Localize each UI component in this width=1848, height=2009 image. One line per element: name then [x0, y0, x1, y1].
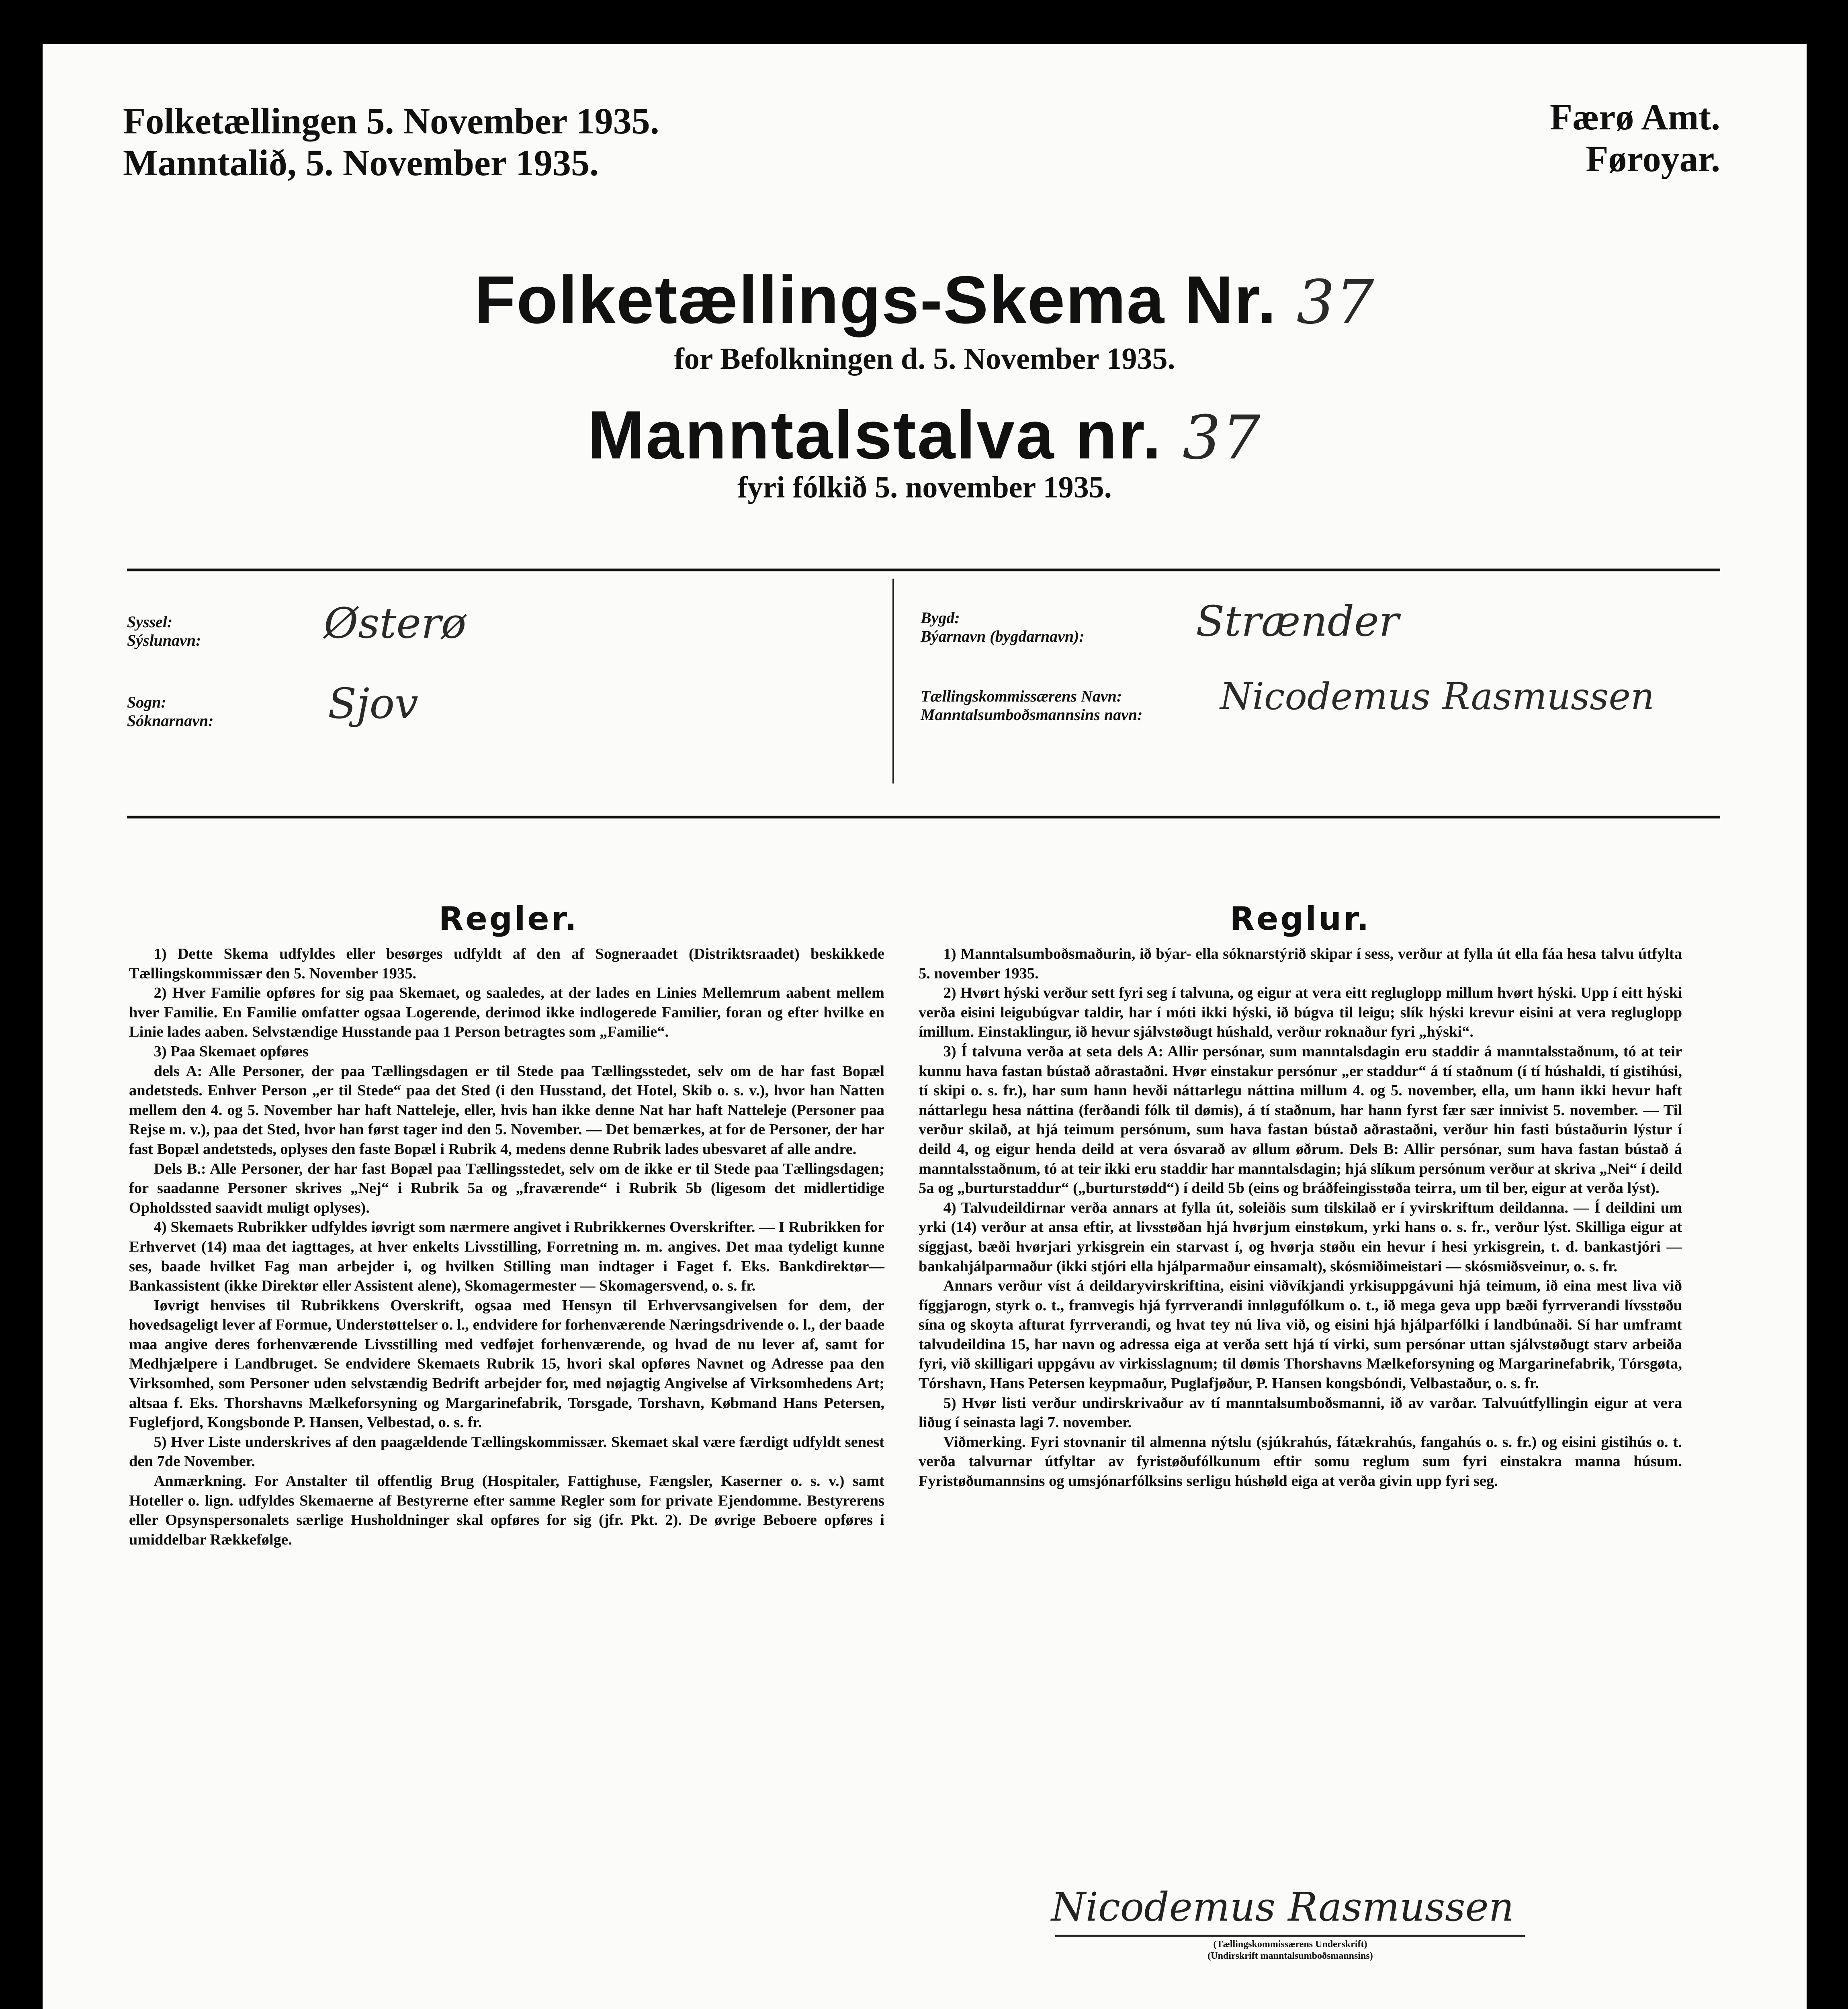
rule-paragraph: Dels B.: Alle Personer, der har fast Bopæl paa Tællingsstedet, selv om de ikke er til Stede paa Tællingsdagen; for saadanne Personer skrives „Nej“ i Rubrik 5a og „fraværende“ i Rubrik 5b (ligesom det midlertidige Opholdssted saavidt muligt oplyses). — [129, 1160, 884, 1216]
fields-bottom-divider — [127, 816, 1720, 818]
header-county-faroese: Føroyar. — [1586, 138, 1720, 179]
rule-paragraph: 2) Hver Familie opføres for sig paa Skemaet, og saaledes, at der lades en Linies Mellemrum aabent mellem hver Familie. En Familie omfatter ogsaa Logerende, derimod ikke indlogerede Familier, foran og efter hvilke en Linie lades aaben. Selvstændige Husstande paa 1 Person betragtes som „Familie“. — [129, 984, 884, 1041]
value-bygd: Strænder — [1196, 597, 1399, 646]
form-number-handwritten-2: 37 — [1182, 403, 1262, 473]
census-header-right — [1550, 96, 1720, 180]
header-county-danish: Færø Amt. — [1549, 96, 1720, 137]
form-number-handwritten: 37 — [1296, 268, 1375, 338]
signature-line — [1055, 1935, 1525, 1937]
value-sogn: Sjov — [328, 679, 418, 728]
label-bygd: Bygd: Býarnavn (bygdarnavn): — [921, 609, 1085, 645]
rule-paragraph: 1) Dette Skema udfyldes eller besørges udfyldt af den af Sogneraadet (Distriktsraadet) beskikkede Tællingskommissær den 5. November 1935. — [129, 945, 884, 982]
form-title-danish-text: Folketællings-Skema Nr. — [474, 262, 1277, 338]
form-subtitle-faroese: fyri fólkið 5. november 1935. — [737, 471, 1112, 504]
rules-heading-faroese: Reglur. — [1230, 900, 1371, 937]
signature-caption: (Tællingskommissærens Underskrift) (Undirskrift manntalsumboðsmannsins) — [1207, 1939, 1373, 1961]
header-danish-line: Folketællingen 5. November 1935. — [123, 100, 659, 141]
rule-paragraph: dels A: Alle Personer, der paa Tællingsdagen er til Stede paa Tællingsstedet, selv om de har fast Bopæl andetsteds. Enhver Person „er til Stede“ paa det Sted (i den Husstand, det Hotel, Skib o. s. v.), hvor han Natten mellem den 4. og 5. November har haft Natteleje, eller, hvis han ikke denne Nat har haft Natteleje (Personer paa Rejse m. v.), paa det Sted, hvor han først tager ind den 5. November. — Det bemærkes, at for de Personer, der har fast Bopæl andetsteds, oplyses den faste Bopæl i Rubrik 4, medens denne Rubrik lades ubesvaret af alle andre. — [129, 1062, 884, 1158]
rules-heading-danish: Regler. — [438, 900, 579, 937]
commissioner-signature: Nicodemus Rasmussen — [1051, 1884, 1514, 1930]
rules-danish-column — [129, 944, 884, 1549]
form-title-faroese-text: Manntalstalva nr. — [587, 397, 1162, 473]
top-divider — [127, 569, 1720, 571]
rule-paragraph: Viðmerking. Fyri stovnanir til almenna nýtslu (sjúkrahús, fátækrahús, fangahús o. s. fr.) og eisini gistihús o. t. verða talvurnar útfyltar av fyristøðufólkunum eftir somu reglum sum fyri einstakra manna húsum. Fyristøðumannsins og umsjónarfólksins serligu húshøld eiga at verða givin upp fyri seg. — [919, 1433, 1682, 1490]
form-subtitle-danish: for Befolkningen d. 5. November 1935. — [674, 342, 1175, 376]
rule-paragraph: Anmærkning. For Anstalter til offentlig Brug (Hospitaler, Fattighuse, Fængsler, Kaserner o. s. v.) samt Hoteller o. lign. udfyldes Skemaerne af Bestyrerne efter samme Regler som for private Ejendomme. Bestyrerens eller Opsynspersonalets særlige Husholdninger skal opføres for sig (jfr. Pkt. 2). De øvrige Beboere opføres i umiddelbar Rækkefølge. — [129, 1473, 884, 1548]
rule-paragraph: 4) Skemaets Rubrikker udfyldes iøvrigt som nærmere angivet i Rubrikkernes Overskrifter. — I Rubrikken for Erhvervet (14) maa det iagttages, at hver enkelts Livsstilling, Forretning m. m. angives. Det maa tydeligt kunne ses, baade hvilket Fag man arbejder i, og hvilken Stilling man indtager i Faget f. Eks. Bankdirektør—Bankassistent (ikke Direktør eller Assistent alene), Skomagermester — Skomagersvend, o. s. fr. — [129, 1219, 884, 1295]
rule-paragraph: 5) Hvør listi verður undirskrivaður av tí manntalsumboðsmanni, ið av varðar. Talvuútfyllingin eigur at vera liðug í seinasta lagi 7. november. — [919, 1394, 1682, 1431]
rule-paragraph: Annars verður víst á deildaryvirskriftina, eisini viðvíkjandi yrkisuppgávuni hjá teimum, ið eina mest liva við fíggjarogn, styrk o. t., framvegis hjá fyrrverandi innløgufólkum o. t., ið mega geva upp bæði fyrrverandi lívsstøðu sína og skoyta afturat fyrrverandi, og hvat tey nú liva við, og eisini hjá hjálparfólki í landbúnaði. Sí har umframt talvudeildina 15, har navn og adressa eiga at verða sett hjá tí virki, sum persónar uttan sjálvstøðugt starv arbeiða fyri, við skilligari uppgávu av virkisslagnum; til dømis Thorshavns Mælkeforsyning og Margarinefabrik, Tórsgøta, Tórshavn, Hans Petersen keypmaður, Puglafjøður, P. Hansen kongsbóndi, Velbastaður, o. s. fr. — [919, 1277, 1682, 1392]
rule-paragraph: 5) Hver Liste underskrives af den paagældende Tællingskommissær. Skemaet skal være færdigt udfyldt senest den 7de November. — [129, 1433, 884, 1470]
label-syssel: Syssel: Sýslunavn: — [127, 613, 201, 649]
rule-paragraph: 2) Hvørt hýski verður sett fyri seg í talvuna, og eigur at vera eitt regluglopp millum hvørt hýski. Upp í eitt hýski verða eisini leigubúgvar taldir, har í móti ikki hýski, ið búgva til leigu; slík hýski krevur eisini at vera regluglopp ímillum. Einstaklingur, ið hevur sjálvstøðugt húshald, verður roknaður fyri „hýski“. — [919, 984, 1682, 1041]
field-column-divider — [892, 579, 894, 784]
value-syssel: Østerø — [324, 599, 467, 648]
value-commissioner: Nicodemus Rasmussen — [1220, 675, 1655, 718]
form-title-danish — [43, 261, 1807, 339]
rule-paragraph: 4) Talvudeildirnar verða annars at fylla út, soleiðis sum tilskilað er í yvirskriftum deildanna. — Í deildini um yrki (14) verður at ansa eftir, at livsstøðan hjá hvørjum einstøkum, yrki hans o. s. fr., verður lýst. Skilliga eigur at síggjast, bæði hvørjari yrkisgrein ein starvast í, og hvørja støðu ein hevur í hesi yrkisgrein, t. d. bankastjóri — bankahjálparmaður (ikki stjóri ella hjálparmaður einsamalt), skósmiðimeistari — skósmiðsveinur, o. s. fr. — [919, 1199, 1682, 1275]
census-form-page — [43, 44, 1807, 2009]
label-sogn: Sogn: Sóknarnavn: — [127, 693, 214, 730]
header-faroese-line: Manntalið, 5. November 1935. — [123, 142, 599, 183]
rule-paragraph: 3) Í talvuna verða at seta dels A: Allir persónar, sum manntalsdagin eru staddir á manntalsstaðnum, tó at teir kunnu hava fastan bústað aðrastaðni. Hvør einstakur persónur „er staddur“ á tí staðnum (í tí húshaldi, tí gistihúsi, tí skipi o. s. fr.), har sum hann hevði náttarlegu náttina millum 4. og 5. november, ella, um hann ikki hevur haft náttarlegu hesa náttina (ferðandi fólk til dømis), á tí staðnum, har hann fyrst fær sær innivist 5. november. — Til verður skilað, at hjá teimum persónum, sum hava fastan bústað aðrastaðni, verður hin fasti bústaðurin lýstur í deild 4, og eigur henda deild at vera ósvarað av øllum øðrum. Dels B: Allir persónar, sum hava fastan bústað á manntalsstaðnum, tó at teir ikki eru staddir har manntalsdagin; hjá slíkum persónum verður at skriva „Nei“ í deild 5a og „burturstaddur“ („burturstødd“) í deild 5b (eins og bráðfeingisstøða teirra, um til ber, eigur at verða lýst). — [919, 1043, 1682, 1197]
census-header-left — [123, 100, 659, 184]
rule-paragraph: 1) Manntalsumboðsmaðurin, ið býar- ella sóknarstýrið skipar í sess, verður at fylla út ella fáa hesa talvu útfylta 5. november 1935. — [919, 945, 1682, 982]
rule-paragraph: Iøvrigt henvises til Rubrikkens Overskrift, ogsaa med Hensyn til Erhvervsangivelsen for dem, der hovedsageligt lever af Formue, Understøttelser o. l., endvidere for forhenværende Næringsdrivende o. l., der baade maa angive deres forhenværende Livsstilling med vedføjet forhenværende, og hvad de nu lever af, samt for Medhjælpere i Landbruget. Se endvidere Skemaets Rubrik 15, hvori skal opføres Navnet og Adresse paa den Virksomhed, som Personer uden selvstændig Bedrift arbejder for, med nøjagtig Angivelse af Virksomhedens Art; altsaa f. Eks. Thorshavns Mælkeforsyning og Margarinefabrik, Torsgade, Torshavn, Købmand Hans Petersen, Fuglefjord, Kongsbonde P. Hansen, Velbestad, o. s. fr. — [129, 1297, 884, 1431]
label-commissioner: Tællingskommissærens Navn: Manntalsumboðsmannsins navn: — [921, 687, 1143, 724]
rules-faroese-column — [919, 944, 1682, 1491]
rule-paragraph: 3) Paa Skemaet opføres — [153, 1043, 309, 1060]
form-title-faroese — [43, 396, 1807, 475]
